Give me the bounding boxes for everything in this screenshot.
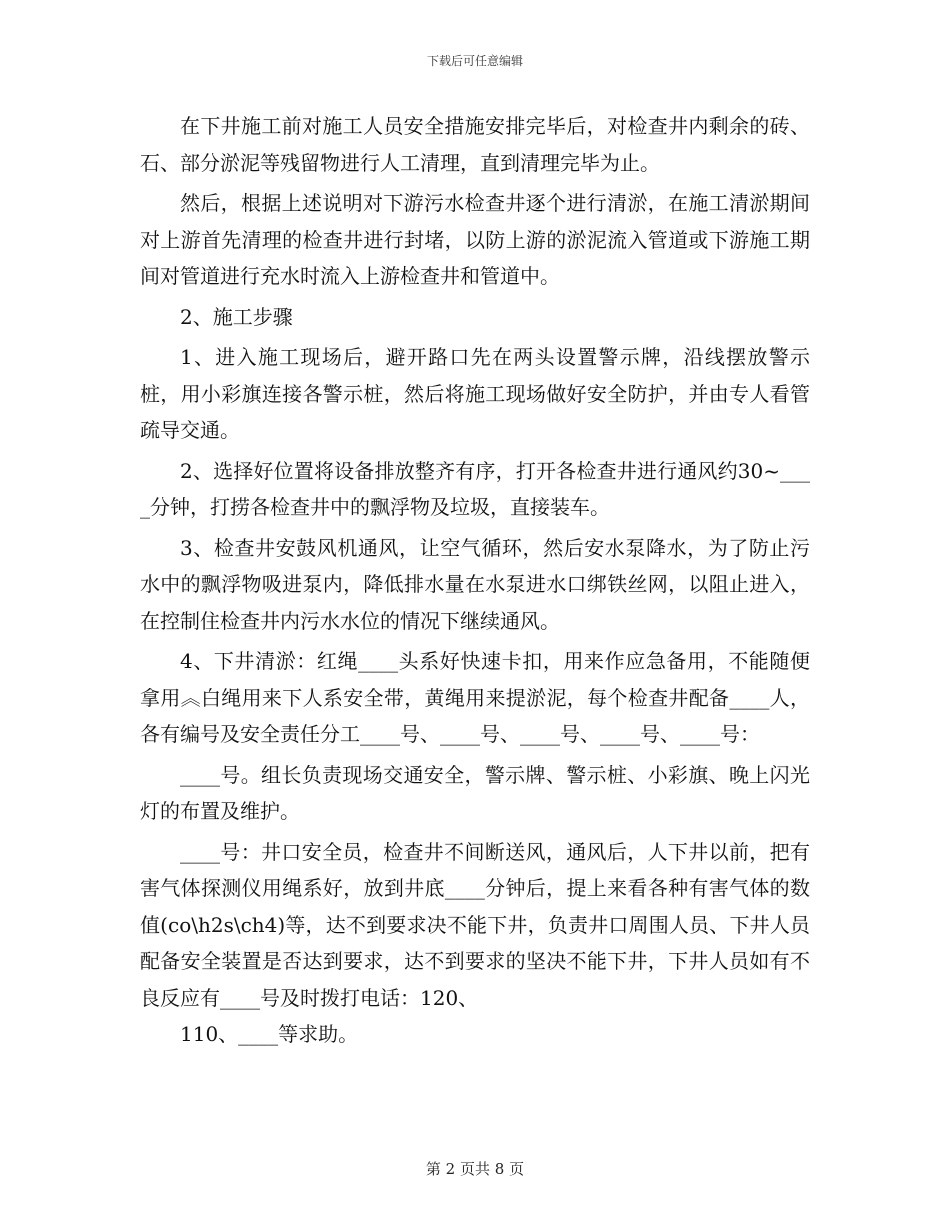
- paragraph-step-3: 3、检查井安鼓风机通风，让空气循环，然后安水泵降水，为了防止污水中的飘浮物吸进泵内，降低排水量在水泵进水口绑铁丝网，以阻止进入，在控制住检查井内污水水位的情况下继续通风。: [140, 535, 810, 633]
- page-header: 下载后可任意编辑: [426, 54, 523, 68]
- section-heading-steps: 2、施工步骤: [180, 304, 293, 329]
- paragraph-cleanup: 在下井施工前对施工人员安全措施安排完毕后，对检查井内剩余的砖、石、部分淤泥等残留物进行人工清理，直到清理完毕为止。: [140, 114, 810, 175]
- paragraph-team-leader: ____号。组长负责现场交通安全，警示牌、警示桩、小彩旗、晚上闪光灯的布置及维护。: [140, 762, 810, 823]
- paragraph-downstream: 然后，根据上述说明对下游污水检查井逐个进行清淤，在施工清淤期间对上游首先清理的检查井进行封堵，以防上游的淤泥流入管道或下游施工期间对管道进行充水时流入上游检查井和管道中。: [140, 191, 810, 288]
- document-body: [140, 108, 810, 1053]
- paragraph-emergency-call: 110、____等求助。: [180, 1022, 359, 1046]
- paragraph-step-2: 2、选择好位置将设备排放整齐有序，打开各检查井进行通风约30~____分钟，打捞各检查井中的飘浮物及垃圾，直接装车。: [140, 458, 810, 519]
- paragraph-safety-officer: ____号：井口安全员，检查井不间断送风，通风后，人下井以前，把有害气体探测仪用绳系好，放到井底____分钟后，提上来看各种有害气体的数值(co\h2s\ch4)等，达不到要求决不能下井，负责井口周围人员、下井人员配备安全装置是否达到要求，达不到要求的坚决不能下井，下井人员如有不良反应有____号及时拨打电话：120、: [140, 839, 810, 1010]
- page-footer: 第 2 页共 8 页: [425, 1160, 525, 1178]
- paragraph-step-1: 1、进入施工现场后，避开路口先在两头设置警示牌，沿线摆放警示桩，用小彩旗连接各警示桩，然后将施工现场做好安全防护，并由专人看管疏导交通。: [140, 345, 810, 442]
- paragraph-step-4: 4、下井清淤：红绳____头系好快速卡扣，用来作应急备用，不能随便拿用︽白绳用来下人系安全带，黄绳用来提淤泥，每个检查井配备____人，各有编号及安全责任分工____号、____号、____号、____号、____号：: [140, 649, 810, 746]
